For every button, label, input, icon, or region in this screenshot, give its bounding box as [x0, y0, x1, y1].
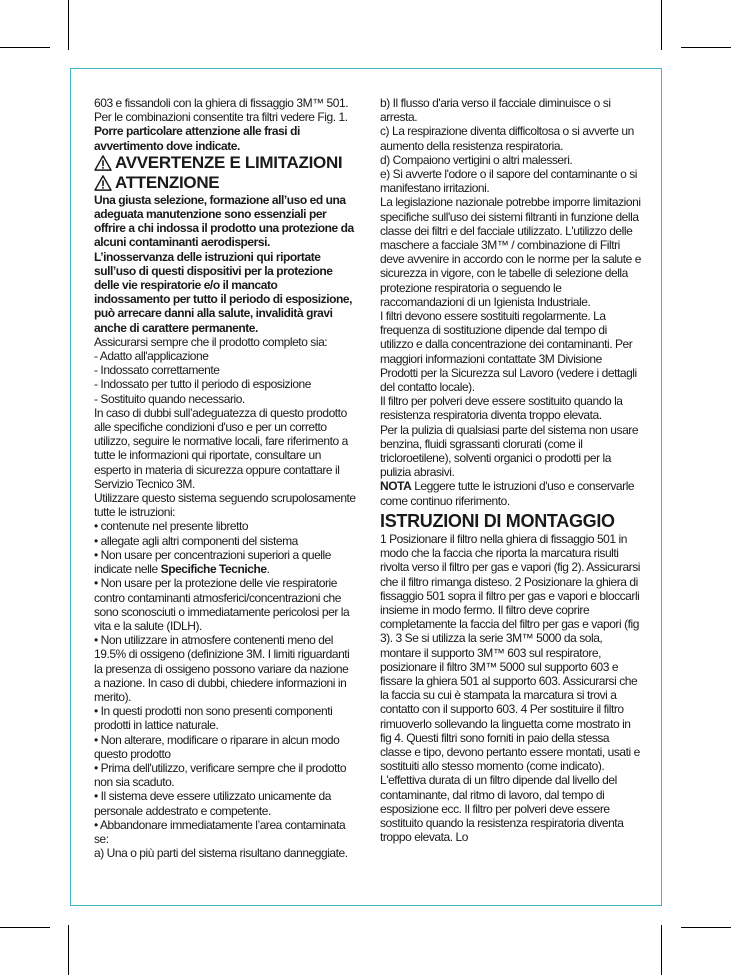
bullet-item: • Non usare per la protezione delle vie respiratorie contro contaminanti atmosferici/concentrazioni che sono sconosciuti o immediatamente pericolosi per la vita e la salute (IDLH). — [94, 576, 350, 633]
list-item: - Adatto all'applicazione — [94, 349, 209, 364]
bullet-item: • allegate agli altri componenti del sistema — [94, 533, 298, 548]
bullet-item: • Non utilizzare in atmosfere contenenti meno del 19.5% di ossigeno (definizione 3M. I limiti riguardanti la presenza di ossigeno possono variare da nazione a nazione. In caso di dubbi, chiedere informazioni in merito). — [94, 633, 350, 704]
warning-icon — [94, 155, 112, 171]
heading-assembly: ISTRUZIONI DI MONTAGGIO — [380, 510, 615, 531]
warning-paragraph: Una giusta selezione, formazione all’uso ed una adeguata manutenzione sono essenziali per offrire a chi indossa il prodotto una protezione da alcuni contaminanti aerodispersi. — [94, 192, 354, 250]
crop-mark — [68, 0, 69, 50]
list-item: a) Una o più parti del sistema risultano danneggiate. — [94, 846, 348, 861]
heading-warnings-label: AVVERTENZE E LIMITAZIONI — [115, 152, 343, 172]
legislation-paragraph: La legislazione nazionale potrebbe imporre limitazioni specifiche sull'uso dei sistemi filtranti in funzione della classe dei filtri e del facciale utilizzato. L'utilizzo delle maschere a facciale 3M™ / combinazione di Filtri deve avvenire in accordo con le norme per la salute e sicurezza in vigore, con le tabelle di selezione della protezione respiratoria o seguendo le raccomandazioni di un Igienista Industriale. — [380, 195, 641, 309]
bullet-text: . — [266, 562, 270, 577]
list-item: c) La respirazione diventa difficoltosa o si avverte un aumento della resistenza respiratoria. — [380, 124, 634, 153]
list-item: - Indossato correttamente — [94, 363, 220, 378]
bullet-item: • In questi prodotti non sono presenti componenti prodotti in lattice naturale. — [94, 704, 333, 733]
list-item: - Indossato per tutto il periodo di esposizione — [94, 377, 311, 392]
note-paragraph — [380, 479, 642, 507]
list-item: b) Il flusso d'aria verso il facciale diminuisce o si arresta. — [380, 96, 611, 125]
crop-mark — [681, 927, 731, 928]
crop-mark — [681, 47, 731, 48]
warning-paragraph: L’inosservanza delle istruzioni qui riportate sull’uso di questi dispositivi per la protezione delle vie respiratorie e/o il mancato indossamento per tutto il periodo di esposizione, può arrecare danni alla salute, invalidità gravi anche di carattere permanente. — [94, 249, 352, 335]
bullet-item: • Non alterare, modificare o riparare in alcun modo questo prodotto — [94, 732, 340, 761]
right-column — [380, 96, 642, 844]
crop-mark — [0, 927, 50, 928]
bullet-item: • Il sistema deve essere utilizzato unicamente da personale addestrato e competente. — [94, 789, 331, 818]
crop-mark — [68, 925, 69, 975]
bullet-item: • contenute nel presente libretto — [94, 519, 249, 534]
heading-attention — [94, 173, 356, 193]
list-item: - Sostituito quando necessario. — [94, 391, 245, 406]
note-label: NOTA — [380, 479, 412, 494]
ensure-text: Assicurarsi sempre che il prodotto completo sia: — [94, 334, 328, 349]
list-item: d) Compaiono vertigini o altri malesseri. — [380, 152, 573, 167]
crop-mark — [0, 47, 50, 48]
bullet-item: • Abbandonare immediatamente l’area contaminata se: — [94, 817, 346, 846]
doubt-paragraph: In caso di dubbi sull’adeguatezza di questo prodotto alle specifiche condizioni d'uso e per un corretto utilizzo, seguire le normative locali, fare riferimento a tutte le informazioni qui riportate, consultare un esperto in materia di sicurezza oppure contattare il Servizio Tecnico 3M. — [94, 405, 348, 491]
crop-mark — [661, 925, 662, 975]
heading-attention-label: ATTENZIONE — [115, 172, 220, 192]
note-text: Leggere tutte le istruzioni d'uso e conservarle come continuo riferimento. — [380, 479, 635, 508]
bullet-item — [94, 548, 356, 576]
cleaning-paragraph: Per la pulizia di qualsiasi parte del sistema non usare benzina, fluidi sgrassanti clorurati (come il tricloroetilene), solventi organici o prodotti per la pulizia abrasivi. — [380, 422, 639, 480]
left-column — [94, 96, 356, 860]
follow-text: Utilizzare questo sistema seguendo scrupolosamente tutte le istruzioni: — [94, 491, 356, 520]
crop-mark — [661, 0, 662, 50]
replacement-paragraph: I filtri devono essere sostituiti regolarmente. La frequenza di sostituzione dipende dal tempo di utilizzo e dalla concentrazione dei contaminanti. Per maggiori informazioni contattate 3M Divisione Prodotti per la Sicurezza sul Lavoro (vedere i dettagli del contatto locale). — [380, 309, 637, 395]
bullet-text: • Non usare per concentrazioni superiori a quelle indicate nelle — [94, 547, 331, 577]
specs-reference: Specifiche Tecniche — [160, 562, 267, 577]
intro-text: 603 e fissandoli con la ghiera di fissaggio 3M™ 501. Per le combinazioni consentite tra filtri vedere Fig. 1. — [94, 96, 349, 125]
warning-icon — [94, 175, 112, 191]
assembly-paragraph: 1 Posizionare il filtro nella ghiera di fissaggio 501 in modo che la faccia che riporta la marcatura risulti rivolta verso il filtro per gas e vapori (fig 2). Assicurarsi che il filtro rimanga disteso. 2 Posizionare la ghiera di fissaggio 501 sopra il filtro per gas e vapori e bloccarli insieme in modo fermo. Il filtro deve coprire completamente la faccia del filtro per gas e vapori (fig 3). 3 Se si utilizza la serie 3M™ 5000 da sola, montare il supporto 3M™ 603 sul respiratore, posizionare il filtro 3M™ 5000 sul supporto 603 e fissare la ghiera 501 al supporto 603. Assicurarsi che la faccia su cui è stampata la marcatura si trovi a contatto con il supporto 603. 4 Per sostituire il filtro rimuoverlo sollevando la linguetta come mostrato in fig 4. Questi filtri sono forniti in paio della stessa classe e tipo, devono pertanto essere montati, usati e sostituiti allo stesso momento (come indicato). L'effettiva durata di un filtro dipende dal livello del contaminante, dal ritmo di lavoro, dal tempo di esposizione ecc. Il filtro per polveri deve essere sostituito quando la resistenza respiratoria diventa troppo elevata. Lo — [380, 531, 640, 845]
bullet-item: • Prima dell'utilizzo, verificare sempre che il prodotto non sia scaduto. — [94, 760, 347, 790]
list-item: e) Si avverte l'odore o il sapore del contaminante o si manifestano irritazioni. — [380, 167, 638, 196]
particulate-paragraph: Il filtro per polveri deve essere sostituito quando la resistenza respiratoria diventa troppo elevata. — [380, 394, 623, 423]
intro-bold-text: Porre particolare attenzione alle frasi di avvertimento dove indicate. — [94, 124, 300, 153]
heading-warnings — [94, 153, 356, 173]
